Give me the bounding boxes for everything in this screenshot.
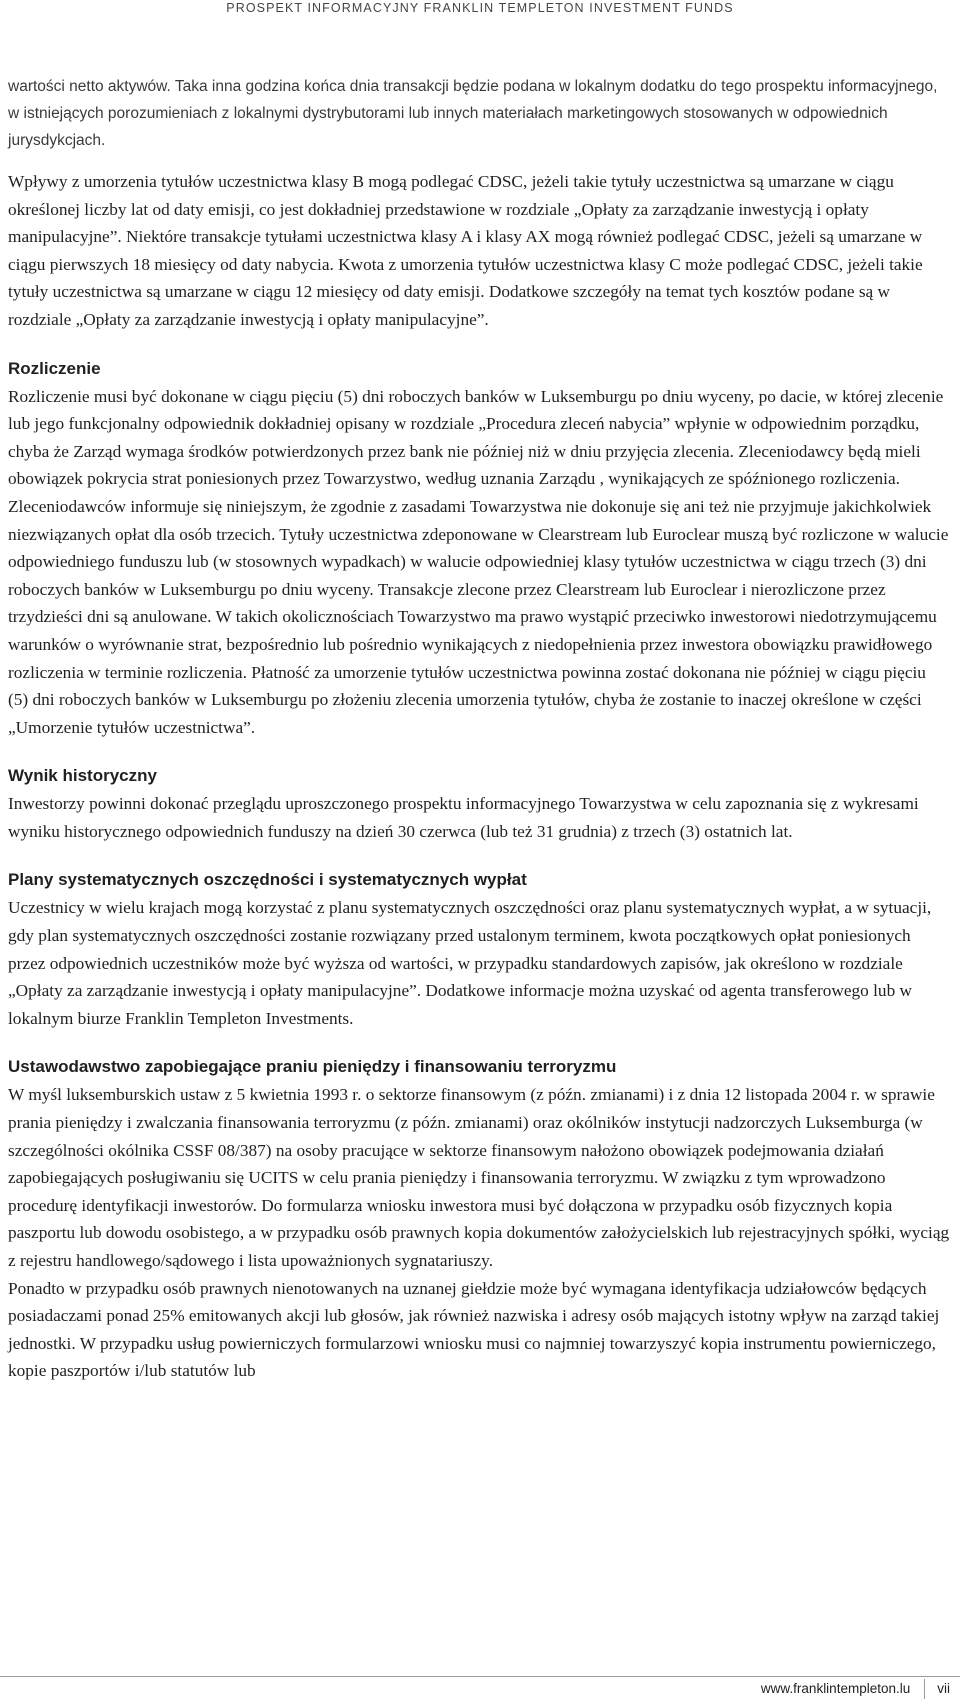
aml-paragraph-2: Ponadto w przypadku osób prawnych nienotowanych na uznanej giełdzie może być wymagana identyfikacja udziałowców będących posiadaczami ponad 25% emitowanych akcji lub głosów, jak również nazwiska i adresy osób mających istotny wpływ na zarząd takiej jednostki. W przypadku usług powierniczych formularzowi wniosku musi co najmniej towarzyszyć kopia instrumentu powierniczego, kopie paszportów i/lub statutów lub	[8, 1278, 940, 1381]
performance-heading: Wynik historyczny	[8, 766, 157, 786]
settlement-heading: Rozliczenie	[8, 358, 101, 378]
aml-paragraph-1: W myśl luksemburskich ustaw z 5 kwietnia 1993 r. o sektorze finansowym (z późn. zmianami) i z dnia 12 listopada 2004 r. w sprawie prania pieniędzy i zwalczania finansowania terroryzmu (z późn. zmianami) oraz okólników instytucji nadzorczych Luksemburga (w szczególności okólnika CSSF 08/387) na osoby pracujące w sektorze finansowym nałożono obowiązek podejmowania działań zapobiegających posługiwaniu się UCITS w celu prania pieniędzy i finansowania terroryzmu. W związku z tym wprowadzono procedurę identyfikacji inwestorów. Do formularza wniosku inwestora musi być dołączona w przypadku osób fizycznych kopia paszportu lub dowodu osobistego, a w przypadku osób prawnych kopia dokumentów założycielskich lub rejestracyjnych spółki, wyciąg z rejestru handlowego/sądowego i lista upoważnionych sygnatariuszy.	[8, 1085, 950, 1270]
aml-heading: Ustawodawstwo zapobiegające praniu pieniędzy i finansowaniu terroryzmu	[8, 1057, 617, 1077]
plans-heading: Plany systematycznych oszczędności i systematycznych wypłat	[8, 870, 527, 890]
settlement-paragraph: Rozliczenie musi być dokonane w ciągu pięciu (5) dni roboczych banków w Luksemburgu po dniu wyceny, po dacie, w której zlecenie lub jego funkcjonalny odpowiednik dokładniej opisany w rozdziale „Procedura zleceń nabycia” wpłynie w odpowiednim porządku, chyba że Zarząd wymaga środków potwierdzonych przez bank nie później niż w dniu przyjęcia zlecenia. Zleceniodawcy będą mieli obowiązek pokrycia strat poniesionych przez Towarzystwo, według uznania Zarządu , wynikających ze spóźnionego rozliczenia. Zleceniodawców informuje się niniejszym, że zgodnie z zasadami Towarzystwa nie dokonuje się ani też nie przyjmuje jakichkolwiek niezwiązanych opłat dla osób trzecich. Tytuły uczestnictwa zdeponowane w Clearstream lub Euroclear muszą być rozliczone w walucie odpowiedniego funduszu lub (w stosownych wypadkach) w walucie odpowiedniej klasy tytułów uczestnictwa w ciągu trzech (3) dni roboczych banków w Luksemburgu po dniu wyceny. Transakcje zlecone przez Clearstream lub Euroclear i nierozliczone przez trzydzieści dni są anulowane. W takich okolicznościach Towarzystwo ma prawo wystąpić przeciwko inwestorowi niedotrzymującemu warunków o wyrównanie strat, bezpośrednio lub pośrednio wynikających z niedopełnienia przez inwestora obowiązku prawidłowego rozliczenia w terminie rozliczenia. Płatność za umorzenie tytułów uczestnictwa powinna zostać dokonana nie później w ciągu pięciu (5) dni roboczych banków w Luksemburgu po złożeniu zlecenia umorzenia tytułów, chyba że zostanie to inaczej określone w części „Umorzenie tytułów uczestnictwa”.	[8, 386, 949, 737]
performance-paragraph: Inwestorzy powinni dokonać przeglądu uproszczonego prospektu informacyjnego Towarzystwa w celu zapoznania się z wykresami wyniku historycznego odpowiednich funduszy na dzień 30 czerwca (lub też 31 grudnia) z trzech (3) ostatnich lat.	[8, 794, 919, 841]
footer-website-link[interactable]: www.franklintempleton.lu	[760, 1681, 911, 1696]
cdsc-paragraph: Wpływy z umorzenia tytułów uczestnictwa klasy B mogą podlegać CDSC, jeżeli takie tytuły uczestnictwa są umarzane w ciągu określonej liczby lat od daty emisji, co jest dokładniej przedstawione w rozdziale „Opłaty za zarządzanie inwestycją i opłaty manipulacyjne”. Niektóre transakcje tytułami uczestnictwa klasy A i klasy AX mogą również podlegać CDSC, jeżeli są umarzane w ciągu pierwszych 18 miesięcy od daty nabycia. Kwota z umorzenia tytułów uczestnictwa klasy C może podlegać CDSC, jeżeli takie tytuły uczestnictwa są umarzane w ciągu 12 miesięcy od daty emisji. Dodatkowe szczegóły na temat tych kosztów podane są w rozdziale „Opłaty za zarządzanie inwestycją i opłaty manipulacyjne”.	[8, 172, 923, 329]
running-header: PROSPEKT INFORMACYJNY FRANKLIN TEMPLETON INVESTMENT FUNDS	[226, 1, 734, 15]
plans-paragraph: Uczestnicy w wielu krajach mogą korzystać z planu systematycznych oszczędności oraz planu systematycznych wypłat, a w sytuacji, gdy plan systematycznych oszczędności zostanie rozwiązany przed ustalonym terminem, kwota początkowych opłat poniesionych przez odpowiednich uczestników może być wyższa od wartości, w przypadku standardowych zapisów, jak określono w rozdziale „Opłaty za zarządzanie inwestycją i opłaty manipulacyjne”. Dodatkowe informacje można uzyskać od agenta transferowego lub w lokalnym biurze Franklin Templeton Investments.	[8, 898, 932, 1028]
footer-divider	[0, 1676, 960, 1677]
intro-continuation-paragraph: wartości netto aktywów. Taka inna godzina końca dnia transakcji będzie podana w lokalnym dodatku do tego prospektu informacyjnego, w istniejących porozumieniach z lokalnymi dystrybutorami lub innych materiałach marketingowych stosowanych w odpowiednich jurysdykcjach.	[8, 78, 938, 149]
page-content	[8, 73, 950, 1385]
page-number: vii	[937, 1681, 950, 1696]
page-footer	[761, 1679, 960, 1699]
